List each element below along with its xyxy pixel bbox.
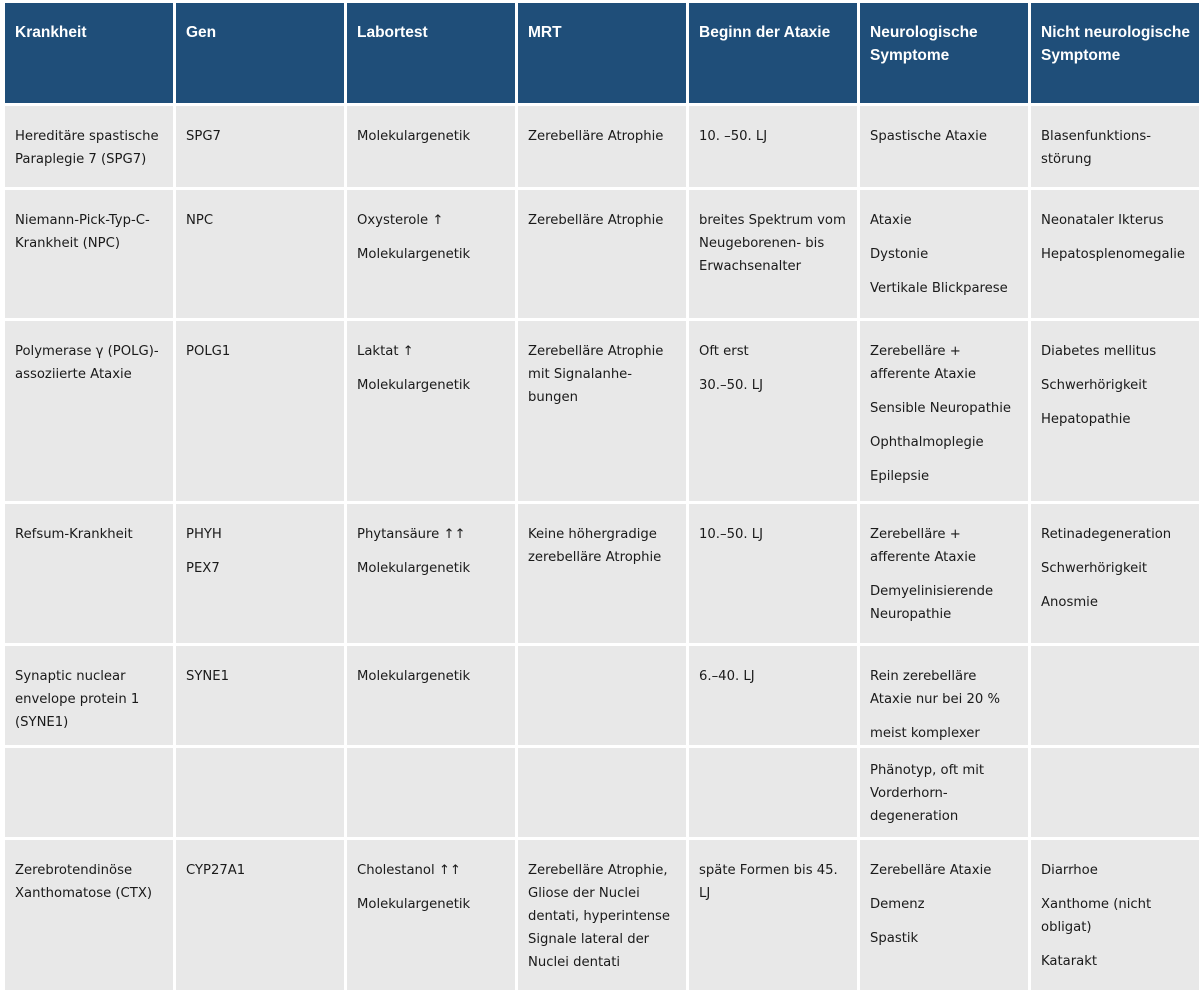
cell-beginn (689, 646, 857, 745)
table-row (5, 190, 1199, 318)
cell-text: Retinadegeneration (1041, 527, 1172, 542)
cell-text: Synaptic nuclear envelope protein 1 (SYNE1) (15, 669, 140, 730)
cell-nicht-neuro (1031, 840, 1199, 990)
cell-labortest (347, 646, 515, 745)
cell-text: SPG7 (186, 129, 221, 144)
cell-krankheit (5, 646, 173, 745)
cell-gen (176, 321, 344, 501)
cell-text: Phänotyp, oft mit Vorderhorn-degeneration (870, 763, 985, 824)
cell-text: 10. –50. LJ (699, 129, 768, 144)
cell-krankheit (5, 321, 173, 501)
header-gen: Gen (176, 3, 344, 103)
cell-text: SYNE1 (186, 669, 230, 684)
cell-neuro (860, 504, 1028, 643)
cell-neuro (860, 106, 1028, 187)
cell-beginn (689, 190, 857, 318)
cell-text: Molekulargenetik (357, 561, 471, 576)
cell-krankheit (5, 748, 173, 837)
table-row (5, 504, 1199, 643)
cell-labortest (347, 840, 515, 990)
cell-mrt (518, 840, 686, 990)
cell-nicht-neuro (1031, 504, 1199, 643)
ataxia-table (2, 3, 1200, 990)
cell-labortest (347, 190, 515, 318)
header-labortest: Labortest (347, 3, 515, 103)
cell-nicht-neuro (1031, 646, 1199, 745)
cell-nicht-neuro (1031, 321, 1199, 501)
header-row (5, 3, 1199, 103)
cell-text: Cholestanol ↑↑ (357, 863, 461, 878)
cell-text: Molekulargenetik (357, 669, 471, 684)
cell-beginn (689, 106, 857, 187)
cell-text: Dystonie (870, 247, 929, 262)
cell-text: PEX7 (186, 561, 220, 576)
cell-text: Zerebelläre Atrophie, Gliose der Nuclei dentati, hyperintense Signale lateral der Nuclei dentati (528, 863, 671, 970)
cell-text: Anosmie (1041, 595, 1098, 610)
cell-beginn (689, 321, 857, 501)
cell-beginn (689, 504, 857, 643)
cell-text: Diarrhoe (1041, 863, 1098, 878)
table-row (5, 106, 1199, 187)
cell-text: Epilepsie (870, 469, 930, 484)
cell-mrt (518, 321, 686, 501)
cell-text: 6.–40. LJ (699, 669, 755, 684)
cell-labortest (347, 504, 515, 643)
cell-text: 30.–50. LJ (699, 378, 763, 393)
cell-text: meist komplexer (870, 726, 980, 741)
header-neurologische-symptome: Neurologische Symptome (860, 3, 1028, 103)
cell-text: 10.–50. LJ (699, 527, 763, 542)
cell-text: Zerebelläre Atrophie (528, 129, 664, 144)
cell-text: Spastische Ataxie (870, 129, 987, 144)
cell-gen (176, 748, 344, 837)
cell-gen (176, 190, 344, 318)
table-header (5, 3, 1199, 103)
cell-text: Ataxie (870, 213, 912, 228)
cell-gen (176, 106, 344, 187)
cell-text: Oxysterole ↑ (357, 213, 444, 228)
cell-text: Demyelinisierende Neuropathie (870, 584, 994, 622)
cell-text: Molekulargenetik (357, 129, 471, 144)
header-mrt: MRT (518, 3, 686, 103)
cell-text: Hereditäre spastische Paraplegie 7 (SPG7) (15, 129, 159, 167)
cell-mrt (518, 748, 686, 837)
cell-text: NPC (186, 213, 214, 228)
cell-nicht-neuro (1031, 190, 1199, 318)
cell-krankheit (5, 504, 173, 643)
cell-text: Zerebrotendinöse Xanthomatose (CTX) (15, 863, 153, 901)
cell-text: PHYH (186, 527, 222, 542)
cell-gen (176, 840, 344, 990)
cell-nicht-neuro (1031, 106, 1199, 187)
cell-mrt (518, 646, 686, 745)
table-row (5, 646, 1199, 745)
cell-neuro (860, 840, 1028, 990)
cell-krankheit (5, 106, 173, 187)
cell-text: Neonataler Ikterus (1041, 213, 1164, 228)
cell-text: Xanthome (nicht obligat) (1041, 897, 1152, 935)
cell-text: Oft erst (699, 344, 749, 359)
cell-text: Zerebelläre + afferente Ataxie (870, 344, 976, 382)
cell-text: Hepatosplenomegalie (1041, 247, 1186, 262)
cell-text: Hepatopathie (1041, 412, 1131, 427)
cell-text: Zerebelläre + afferente Ataxie (870, 527, 976, 565)
cell-text: Molekulargenetik (357, 897, 471, 912)
cell-krankheit (5, 190, 173, 318)
table-body (5, 103, 1199, 990)
cell-text: Spastik (870, 931, 919, 946)
cell-neuro (860, 646, 1028, 745)
cell-labortest (347, 748, 515, 837)
cell-text: Katarakt (1041, 954, 1098, 969)
cell-text: Zerebelläre Ataxie (870, 863, 992, 878)
cell-text: Vertikale Blickparese (870, 281, 1008, 296)
cell-text: Rein zerebelläre Ataxie nur bei 20 % (870, 669, 1000, 707)
cell-mrt (518, 106, 686, 187)
cell-neuro (860, 748, 1028, 837)
cell-neuro (860, 190, 1028, 318)
cell-gen (176, 504, 344, 643)
header-nicht-neurologische-symptome: Nicht neurologische Symptome (1031, 3, 1199, 103)
cell-text: CYP27A1 (186, 863, 246, 878)
cell-text: breites Spektrum vom Neugeborenen- bis Erwachsenalter (699, 213, 846, 274)
cell-text: Sensible Neuropathie (870, 401, 1012, 416)
cell-text: Diabetes mellitus (1041, 344, 1157, 359)
table-row (5, 748, 1199, 837)
cell-text: Ophthalmoplegie (870, 435, 984, 450)
cell-krankheit (5, 840, 173, 990)
cell-neuro (860, 321, 1028, 501)
cell-text: Blasenfunktions-störung (1041, 129, 1152, 167)
cell-text: Zerebelläre Atrophie (528, 213, 664, 228)
cell-mrt (518, 190, 686, 318)
cell-text: POLG1 (186, 344, 231, 359)
cell-text: Zerebelläre Atrophie mit Signalanhe-bungen (528, 344, 664, 405)
cell-text: Keine höhergradige zerebelläre Atrophie (528, 527, 662, 565)
cell-nicht-neuro (1031, 748, 1199, 837)
cell-text: Schwerhörigkeit (1041, 561, 1148, 576)
cell-text: Demenz (870, 897, 925, 912)
cell-text: Niemann-Pick-Typ-C-Krankheit (NPC) (15, 213, 150, 251)
cell-text: Phytansäure ↑↑ (357, 527, 466, 542)
cell-labortest (347, 321, 515, 501)
cell-text: Schwerhörigkeit (1041, 378, 1148, 393)
cell-labortest (347, 106, 515, 187)
cell-text: Molekulargenetik (357, 378, 471, 393)
cell-text: Laktat ↑ (357, 344, 414, 359)
table-row (5, 840, 1199, 990)
cell-beginn (689, 840, 857, 990)
cell-mrt (518, 504, 686, 643)
cell-text: Polymerase γ (POLG)-assoziierte Ataxie (15, 344, 159, 382)
header-krankheit: Krankheit (5, 3, 173, 103)
cell-text: späte Formen bis 45. LJ (699, 863, 838, 901)
header-beginn: Beginn der Ataxie (689, 3, 857, 103)
cell-text: Molekulargenetik (357, 247, 471, 262)
cell-text: Refsum-Krankheit (15, 527, 133, 542)
cell-gen (176, 646, 344, 745)
table-row (5, 321, 1199, 501)
cell-beginn (689, 748, 857, 837)
